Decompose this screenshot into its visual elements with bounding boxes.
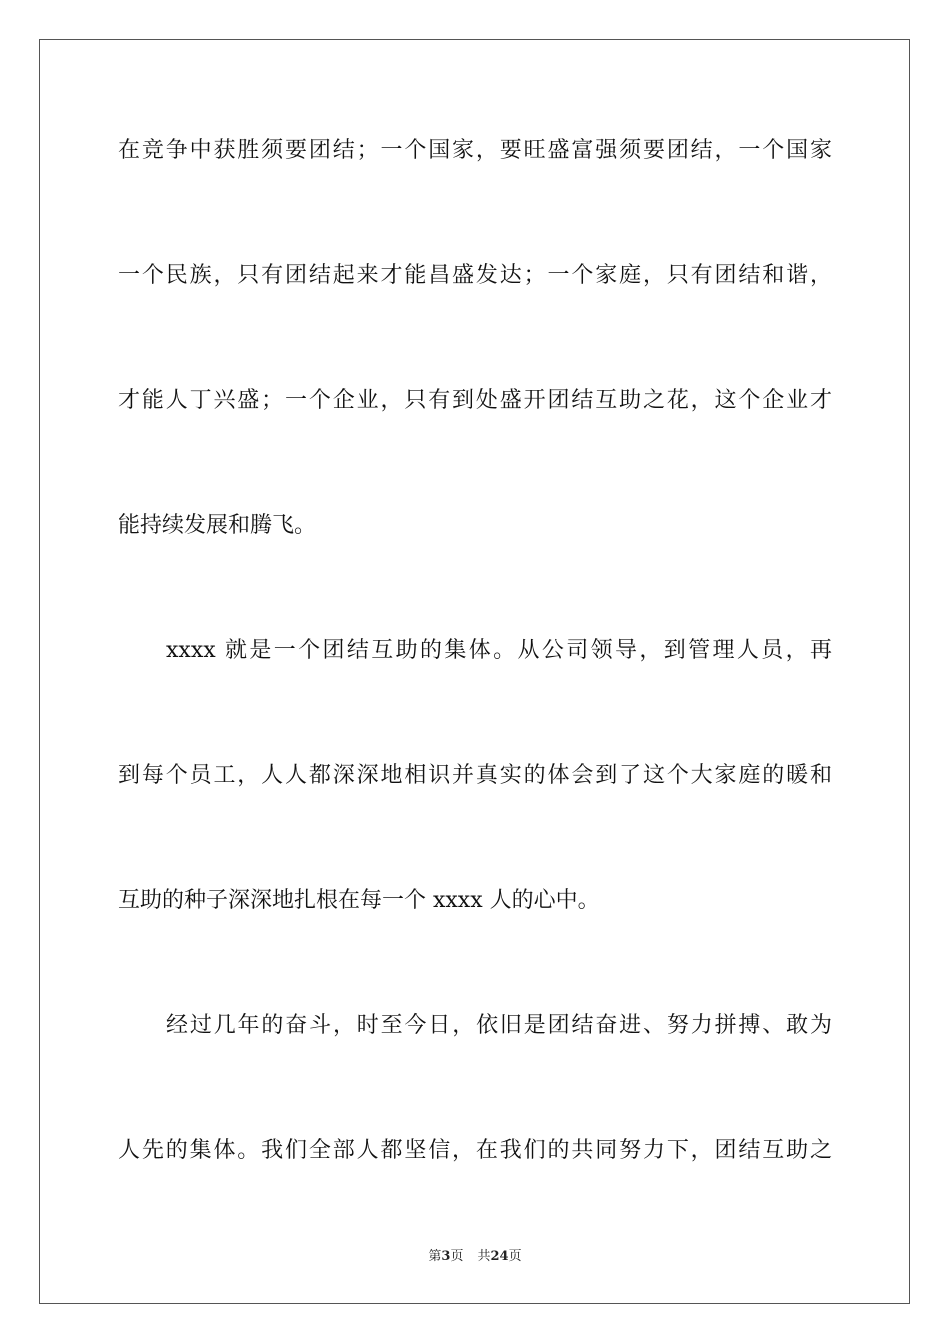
body-line-4: 能持续发展和腾飞。 [118,513,317,538]
total-prefix: 共 [477,1249,491,1264]
body-line-6: 到每个员工，人人都深深地相识并真实的体会到了这个大家庭的暖和 [118,763,832,788]
page-footer [0,1248,950,1266]
page-prefix: 第 [428,1249,442,1264]
body-line-7: 互助的种子深深地扎根在每一个 xxxx 人的心中。 [118,888,600,913]
body-line-9: 人先的集体。我们全部人都坚信，在我们的共同努力下，团结互助之 [118,1138,832,1163]
total-pages: 24 [490,1249,509,1264]
body-line-5: xxxx 就是一个团结互助的集体。从公司领导，到管理人员，再 [166,638,832,663]
page-suffix: 页 [450,1249,464,1264]
body-line-2: 一个民族，只有团结起来才能昌盛发达；一个家庭，只有团结和谐， [118,263,832,288]
body-line-8: 经过几年的奋斗，时至今日，依旧是团结奋进、努力拼搏、敢为 [166,1013,832,1038]
page-border [39,39,910,1304]
page-number: 3 [441,1249,451,1264]
total-suffix: 页 [508,1249,522,1264]
body-line-3: 才能人丁兴盛；一个企业，只有到处盛开团结互助之花，这个企业才 [118,388,832,413]
body-line-1: 在竞争中获胜须要团结；一个国家，要旺盛富强须要团结，一个国家 [118,138,832,163]
